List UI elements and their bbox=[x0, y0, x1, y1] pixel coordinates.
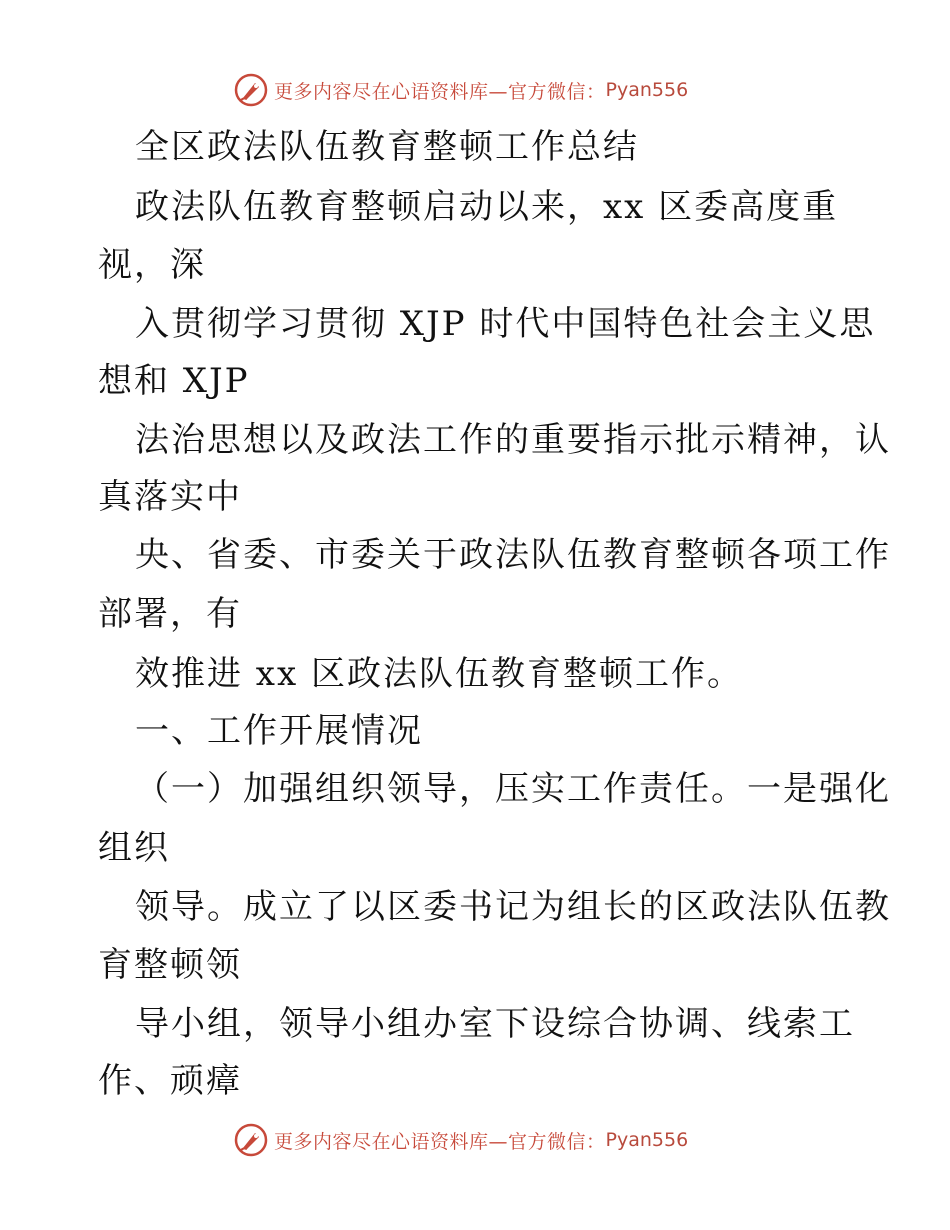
paragraph-line: 想和 XJP bbox=[98, 361, 250, 401]
watermark-header bbox=[234, 72, 688, 108]
fountain-pen-logo-icon bbox=[234, 73, 268, 107]
paragraph-line: 作、顽瘴 bbox=[98, 1061, 242, 1101]
paragraph-line: 法治思想以及政法工作的重要指示批示精神，认 bbox=[135, 420, 891, 460]
watermark-contact: Pyan556 bbox=[605, 79, 689, 101]
paragraph-line: 效推进 xx 区政法队伍教育整顿工作。 bbox=[135, 654, 743, 694]
document-title: 全区政法队伍教育整顿工作总结 bbox=[135, 127, 639, 167]
paragraph-line: 导小组，领导小组办室下设综合协调、线索工 bbox=[135, 1004, 855, 1044]
watermark-text: 更多内容尽在心语资料库—官方微信： bbox=[274, 80, 606, 103]
watermark-footer bbox=[234, 1122, 688, 1158]
paragraph-line: 政法队伍教育整顿启动以来，xx 区委高度重 bbox=[135, 187, 839, 227]
paragraph-line: 视，深 bbox=[98, 245, 206, 285]
paragraph-line: 央、省委、市委关于政法队伍教育整顿各项工作 bbox=[135, 535, 891, 575]
section-heading: 一、工作开展情况 bbox=[135, 711, 423, 751]
fountain-pen-logo-icon bbox=[234, 1123, 268, 1157]
paragraph-line: 部署，有 bbox=[98, 594, 242, 634]
paragraph-line: 入贯彻学习贯彻 XJP 时代中国特色社会主义思 bbox=[135, 304, 876, 344]
paragraph-line: 组织 bbox=[98, 828, 170, 868]
paragraph-line: 领导。成立了以区委书记为组长的区政法队伍教 bbox=[135, 887, 891, 927]
paragraph-line: 育整顿领 bbox=[98, 945, 242, 985]
watermark-contact: Pyan556 bbox=[605, 1129, 689, 1151]
watermark-text: 更多内容尽在心语资料库—官方微信： bbox=[274, 1130, 606, 1153]
paragraph-line: （一）加强组织领导，压实工作责任。一是强化 bbox=[135, 769, 891, 809]
paragraph-line: 真落实中 bbox=[98, 477, 242, 517]
